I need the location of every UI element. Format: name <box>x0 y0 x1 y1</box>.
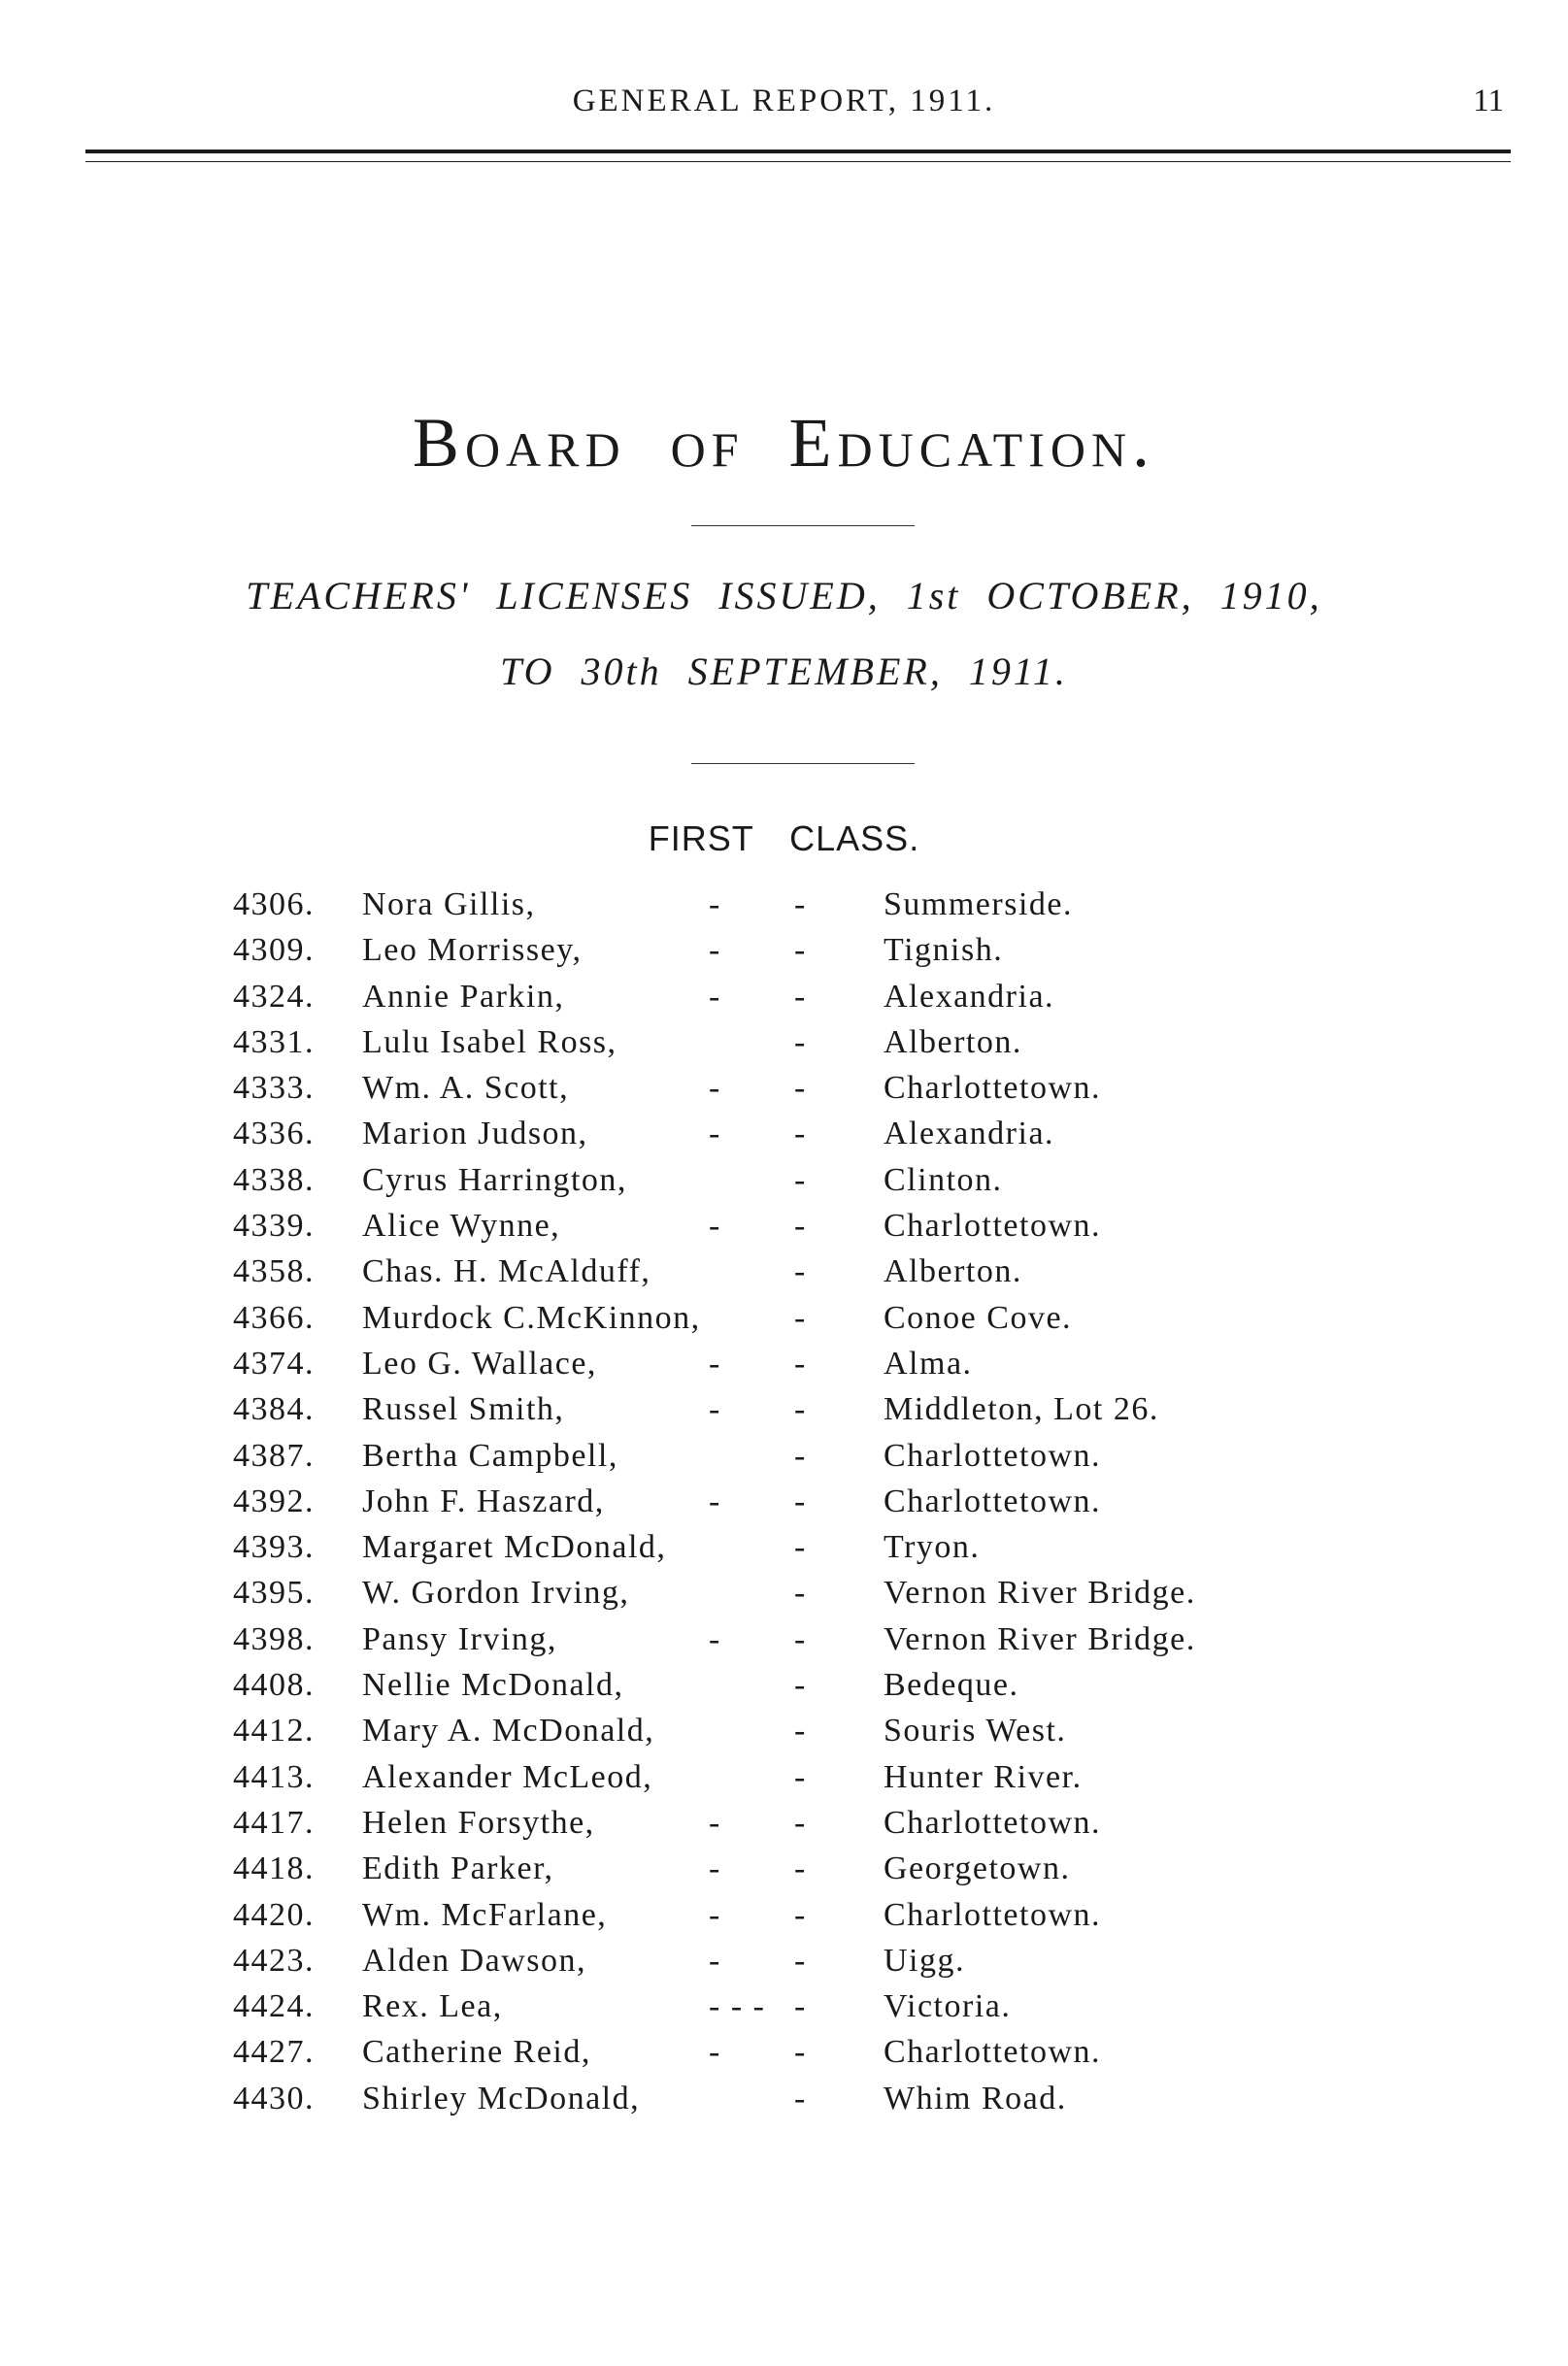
license-dash1: - <box>709 1391 721 1428</box>
license-dash2: - <box>794 1483 807 1519</box>
license-place: Alexandria. <box>884 1116 1055 1152</box>
license-dash2: - <box>794 1345 807 1382</box>
license-dash2: - <box>794 1070 807 1107</box>
license-row <box>0 882 1568 927</box>
license-dash2: - <box>794 1023 807 1060</box>
license-place: Charlottetown. <box>884 2034 1102 2071</box>
license-name: Leo Morrissey, <box>362 932 583 969</box>
license-row <box>0 1111 1568 1156</box>
license-dash2: - <box>794 2034 807 2071</box>
license-place: Conoe Cove. <box>884 1299 1073 1336</box>
license-name: Alexander McLeod, <box>362 1758 653 1795</box>
page-title: Board of Education. <box>412 404 1156 482</box>
license-dash1: - <box>709 1850 721 1887</box>
license-name: Catherine Reid, <box>362 2034 591 2071</box>
license-dash2: - <box>794 1804 807 1841</box>
license-name: Russel Smith, <box>362 1391 565 1428</box>
license-place: Georgetown. <box>884 1850 1071 1887</box>
license-row <box>0 1708 1568 1753</box>
license-dash1: - <box>709 886 721 922</box>
license-number: 4418. <box>233 1850 315 1887</box>
license-place: Charlottetown. <box>884 1208 1102 1245</box>
license-list <box>0 882 1568 2121</box>
license-row <box>0 974 1568 1019</box>
license-row <box>0 1479 1568 1524</box>
license-dash2: - <box>794 1253 807 1290</box>
license-dash2: - <box>794 1161 807 1198</box>
page-number: 11 <box>1473 83 1504 118</box>
license-row <box>0 1386 1568 1432</box>
license-name: Nora Gillis, <box>362 886 536 922</box>
license-number: 4338. <box>233 1161 315 1198</box>
license-name: Leo G. Wallace, <box>362 1345 597 1382</box>
license-number: 4309. <box>233 932 315 969</box>
license-dash1: - <box>709 1208 721 1245</box>
license-dash2: - <box>794 2080 807 2116</box>
license-dash2: - <box>794 1391 807 1428</box>
license-dash2: - <box>794 1667 807 1704</box>
license-place: Alberton. <box>884 1253 1022 1290</box>
license-name: Lulu Isabel Ross, <box>362 1023 617 1060</box>
license-place: Charlottetown. <box>884 1070 1102 1107</box>
license-dash2: - <box>794 1437 807 1474</box>
license-place: Souris West. <box>884 1713 1067 1750</box>
license-dash1: - <box>709 1942 721 1979</box>
license-place: Hunter River. <box>884 1758 1083 1795</box>
license-dash2: - <box>794 1896 807 1933</box>
license-name: Wm. McFarlane, <box>362 1896 608 1933</box>
license-name: Chas. H. McAlduff, <box>362 1253 651 1290</box>
license-place: Alberton. <box>884 1023 1022 1060</box>
license-place: Whim Road. <box>884 2080 1067 2116</box>
license-dash2: - <box>794 1529 807 1566</box>
license-row <box>0 1065 1568 1111</box>
license-place: Uigg. <box>884 1942 965 1979</box>
license-dash2: - <box>794 1942 807 1979</box>
header-rule-thick <box>85 150 1511 153</box>
license-row <box>0 927 1568 973</box>
license-row <box>0 1892 1568 1938</box>
license-dash1: - - - <box>709 1988 766 2025</box>
license-place: Charlottetown. <box>884 1896 1102 1933</box>
license-row <box>0 1616 1568 1662</box>
license-number: 4408. <box>233 1667 315 1704</box>
license-name: Alice Wynne, <box>362 1208 561 1245</box>
subtitle-line-1: TEACHERS' LICENSES ISSUED, 1st OCTOBER, 1910, <box>246 574 1322 617</box>
license-number: 4392. <box>233 1483 315 1519</box>
license-row <box>0 1983 1568 2029</box>
license-number: 4358. <box>233 1253 315 1290</box>
license-name: Rex. Lea, <box>362 1988 503 2025</box>
license-dash1: - <box>709 1116 721 1152</box>
subtitle-divider <box>691 763 915 764</box>
license-dash1: - <box>709 1345 721 1382</box>
license-number: 4395. <box>233 1575 315 1612</box>
license-name: W. Gordon Irving, <box>362 1575 630 1612</box>
license-row <box>0 1019 1568 1065</box>
license-row <box>0 1800 1568 1846</box>
license-dash2: - <box>794 1850 807 1887</box>
license-row <box>0 1662 1568 1708</box>
license-dash1: - <box>709 1070 721 1107</box>
license-dash2: - <box>794 932 807 969</box>
license-place: Charlottetown. <box>884 1483 1102 1519</box>
license-number: 4424. <box>233 1988 315 2025</box>
license-row <box>0 1524 1568 1570</box>
license-number: 4430. <box>233 2080 315 2116</box>
license-name: Wm. A. Scott, <box>362 1070 570 1107</box>
license-dash2: - <box>794 886 807 922</box>
license-number: 4306. <box>233 886 315 922</box>
license-dash1: - <box>709 2034 721 2071</box>
license-row <box>0 1295 1568 1341</box>
license-name: Edith Parker, <box>362 1850 554 1887</box>
license-dash2: - <box>794 1988 807 2025</box>
license-row <box>0 1846 1568 1891</box>
running-title: GENERAL REPORT, 1911. <box>572 83 996 118</box>
license-dash1: - <box>709 1483 721 1519</box>
license-place: Tignish. <box>884 932 1004 969</box>
license-row <box>0 1938 1568 1983</box>
license-row <box>0 1754 1568 1800</box>
license-name: Murdock C.McKinnon, <box>362 1299 701 1336</box>
license-row <box>0 1570 1568 1616</box>
license-number: 4366. <box>233 1299 315 1336</box>
license-place: Charlottetown. <box>884 1437 1102 1474</box>
license-name: Alden Dawson, <box>362 1942 587 1979</box>
license-dash2: - <box>794 1575 807 1612</box>
license-number: 4423. <box>233 1942 315 1979</box>
license-name: Nellie McDonald, <box>362 1667 624 1704</box>
license-number: 4412. <box>233 1713 315 1750</box>
license-row <box>0 2076 1568 2121</box>
license-name: Helen Forsythe, <box>362 1804 595 1841</box>
license-name: John F. Haszard, <box>362 1483 605 1519</box>
license-dash1: - <box>709 932 721 969</box>
license-place: Vernon River Bridge. <box>884 1575 1196 1612</box>
license-place: Summerside. <box>884 886 1073 922</box>
license-dash1: - <box>709 978 721 1015</box>
section-heading: FIRST CLASS. <box>648 818 920 858</box>
license-name: Pansy Irving, <box>362 1620 557 1657</box>
license-name: Marion Judson, <box>362 1116 588 1152</box>
license-number: 4417. <box>233 1804 315 1841</box>
license-number: 4374. <box>233 1345 315 1382</box>
license-dash2: - <box>794 1758 807 1795</box>
license-place: Alexandria. <box>884 978 1055 1015</box>
license-number: 4333. <box>233 1070 315 1107</box>
license-dash2: - <box>794 1713 807 1750</box>
license-place: Alma. <box>884 1345 973 1382</box>
license-dash2: - <box>794 978 807 1015</box>
license-row <box>0 2029 1568 2075</box>
license-dash2: - <box>794 1620 807 1657</box>
license-place: Tryon. <box>884 1529 981 1566</box>
license-dash2: - <box>794 1299 807 1336</box>
license-place: Charlottetown. <box>884 1804 1102 1841</box>
license-name: Shirley McDonald, <box>362 2080 641 2116</box>
license-row <box>0 1341 1568 1386</box>
license-place: Vernon River Bridge. <box>884 1620 1196 1657</box>
license-number: 4387. <box>233 1437 315 1474</box>
license-number: 4398. <box>233 1620 315 1657</box>
license-number: 4413. <box>233 1758 315 1795</box>
license-number: 4331. <box>233 1023 315 1060</box>
license-dash2: - <box>794 1116 807 1152</box>
license-place: Bedeque. <box>884 1667 1019 1704</box>
license-number: 4336. <box>233 1116 315 1152</box>
license-number: 4393. <box>233 1529 315 1566</box>
license-row <box>0 1249 1568 1294</box>
license-dash1: - <box>709 1620 721 1657</box>
license-name: Cyrus Harrington, <box>362 1161 627 1198</box>
license-name: Mary A. McDonald, <box>362 1713 655 1750</box>
license-number: 4384. <box>233 1391 315 1428</box>
subtitle-line-2: TO 30th SEPTEMBER, 1911. <box>500 650 1068 693</box>
license-number: 4324. <box>233 978 315 1015</box>
license-dash2: - <box>794 1208 807 1245</box>
license-name: Annie Parkin, <box>362 978 565 1015</box>
running-header <box>0 83 1568 122</box>
license-row <box>0 1157 1568 1203</box>
license-name: Margaret McDonald, <box>362 1529 667 1566</box>
license-row <box>0 1203 1568 1249</box>
license-number: 4339. <box>233 1208 315 1245</box>
title-divider <box>691 525 915 526</box>
license-dash1: - <box>709 1804 721 1841</box>
license-place: Victoria. <box>884 1988 1012 2025</box>
license-row <box>0 1433 1568 1479</box>
license-name: Bertha Campbell, <box>362 1437 618 1474</box>
license-number: 4420. <box>233 1896 315 1933</box>
license-place: Clinton. <box>884 1161 1003 1198</box>
header-rule-thin <box>85 161 1511 162</box>
license-number: 4427. <box>233 2034 315 2071</box>
license-place: Middleton, Lot 26. <box>884 1391 1159 1428</box>
license-dash1: - <box>709 1896 721 1933</box>
